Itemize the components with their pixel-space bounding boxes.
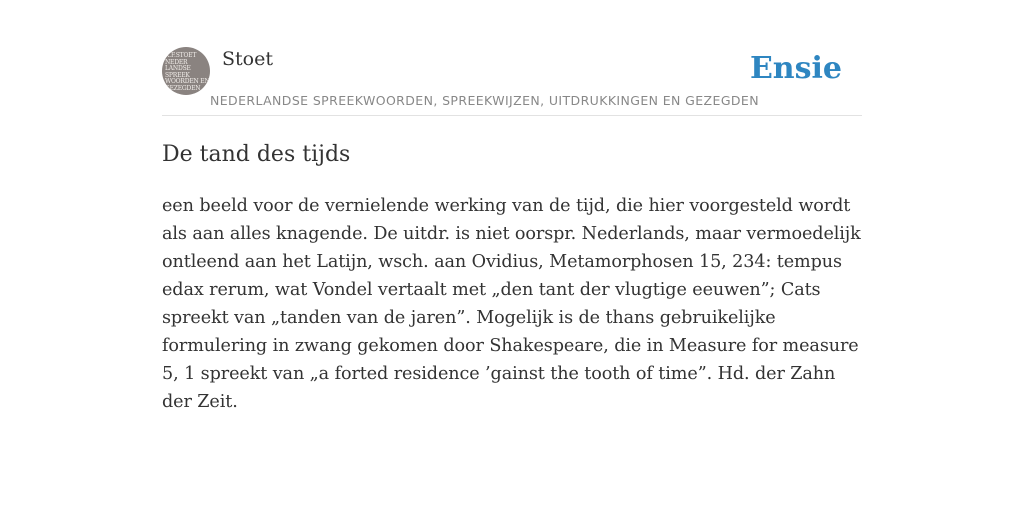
brand-logo[interactable]: Ensie	[749, 51, 842, 86]
source-subtitle[interactable]: NEDERLANDSE SPREEKWOORDEN, SPREEKWIJZEN, UITDRUKKINGEN EN GEZEGDEN	[210, 93, 759, 108]
avatar-text-line: LANDSE	[165, 65, 191, 72]
entry-title: De tand des tijds	[162, 142, 351, 167]
author-name[interactable]: Stoet	[222, 48, 273, 70]
avatar-text-line: WOORDEN EN	[165, 78, 210, 85]
entry-definition: een beeld voor de vernielende werking van de tijd, die hier voorgesteld wordt als aan alles knagende. De uitdr. is niet oorspr. Nederlands, maar vermoedelijk ontleend aan het Latijn, wsch. aan Ovidius, Metamorphosen 15, 234: tempus edax rerum, wat Vondel vertaalt met „den tant der vlugtige eeuwen”; Cats spreekt van „tanden van de jaren”. Mogelijk is de thans gebruikelijke formulering in zwang gekomen door Shakespeare, die in Measure for measure 5, 1 spreekt van „a forted residence ’gainst the tooth of time”. Hd. der Zahn der Zeit.	[162, 196, 861, 412]
entry-card	[162, 0, 862, 512]
avatar-text-line: GEZEGDEN	[165, 84, 201, 92]
avatar-text-line: SPREEK	[165, 71, 190, 79]
entry-header	[162, 0, 862, 116]
avatar-text-line: NEDER	[165, 58, 188, 66]
avatar-text-line: K.F.STOET	[165, 52, 197, 59]
author-avatar[interactable]	[162, 47, 210, 95]
